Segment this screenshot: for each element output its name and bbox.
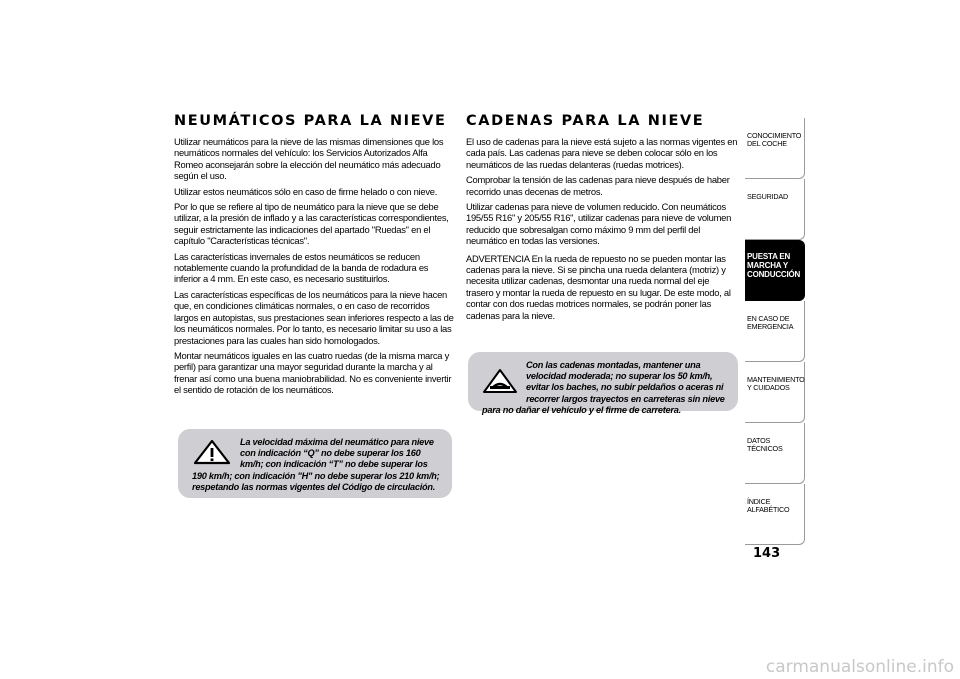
footer-watermark: carmanualsonline.info: [765, 657, 954, 677]
snow-chains-title: CADENAS PARA LA NIEVE: [466, 113, 705, 129]
snow-tyres-paragraph-5: Las características específicas de los neumáticos para la nieve hacen que, en condiciones climáticas normales, o en caso de recorridos largos en autopistas, sus prestaciones sean inferiores respecto a las de los neumáticos normales. Por lo tanto, es necesario limitar su uso a las prestaciones para las cuales han sido homologados.: [174, 288, 454, 346]
snow-chains-section: [466, 112, 738, 325]
snow-chains-paragraph-1: El uso de cadenas para la nieve está sujeto a las normas vigentes en cada país. Las cadenas para nieve se deben colocar sólo en los neumáticos de las ruedas delanteras (ruedas motrices).: [466, 136, 738, 170]
snow-tyres-warning-text: La velocidad máxima del neumático para nieve con indicación “Q” no debe superar los 160 km/h; con indicación “T” no debe superar los 190 km/h; con indicación "H" no debe superar los 210 km/h; respetando las normas vigentes del Código de circulación.: [192, 437, 440, 492]
snow-tyres-warning-box: [178, 429, 452, 498]
snow-chains-paragraph-4: ADVERTENCIA En la rueda de repuesto no se pueden montar las cadenas para la nieve. Si se pincha una rueda delantera (motriz) y necesita utilizar cadenas, desmontar una rueda normal del eje trasero y montar la rueda de repuesto en su lugar. De este modo, al contar con dos ruedas motrices normales, se podrán poner las cadenas para la nieve.: [466, 252, 731, 321]
snow-tyres-paragraph-2: Utilizar estos neumáticos sólo en caso de firme helado o con nieve.: [174, 185, 438, 197]
page-number: 143: [753, 546, 781, 561]
snow-tyres-title: NEUMÁTICOS PARA LA NIEVE: [174, 113, 447, 129]
snow-tyres-paragraph-3: Por lo que se refiere al tipo de neumático para la nieve que se debe utilizar, a la presión de inflado y a las características correspondientes, seguir estrictamente las indicaciones del apartado "Ruedas" en el capítulo "Características técnicas".: [174, 201, 449, 247]
tab-mantenimiento[interactable]: MANTENIMIENTO Y CUIDADOS: [745, 362, 805, 423]
snow-chains-warning-box: [468, 352, 738, 415]
snow-tyres-paragraph-1: Utilizar neumáticos para la nieve de las mismas dimensiones que los neumáticos normales del vehículo: los Servicios Autorizados Alfa Romeo aconsejarán sobre la elección del neumático más adecuado según el uso.: [174, 136, 444, 182]
snow-tyres-section: [174, 112, 454, 400]
car-skid-warning-icon: [482, 368, 518, 394]
snow-chains-warning-text: Con las cadenas montadas, mantener una velocidad moderada; no superar los 50 km/h, evitar los baches, no subir peldaños o aceras ni recorrer largos trayectos en carreteras sin nieve para no dañar el vehículo y el firme de carretera.: [482, 360, 725, 415]
tab-en-caso-de-emergencia[interactable]: EN CASO DE EMERGENCIA: [745, 301, 805, 362]
tab-seguridad[interactable]: SEGURIDAD: [745, 179, 805, 240]
chapter-tabs: [745, 118, 805, 545]
snow-tyres-paragraph-6: Montar neumáticos iguales en las cuatro ruedas (de la misma marca y perfil) para garantizar una mayor seguridad durante la marcha y al frenar así como una buena maniobrabilidad. No es conveniente invertir el sentido de rotación de los neumáticos.: [174, 349, 452, 396]
snow-tyres-paragraph-4: Las características invernales de estos neumáticos se reducen notablemente cuando la profundidad de la banda de rodadura es inferior a 4 mm. En este caso, es necesario sustituirlos.: [174, 250, 429, 285]
snow-chains-paragraph-3: Utilizar cadenas para nieve de volumen reducido. Con neumáticos 195/55 R16" y 205/55 R16", utilizar cadenas para nieve de volumen reducido que sobresalgan como máximo 9 mm del perfil del neumático en todas las versiones.: [466, 201, 732, 247]
tab-puesta-en-marcha[interactable]: PUESTA EN MARCHA Y CONDUCCIÓN: [745, 240, 805, 301]
snow-chains-paragraph-2: Comprobar la tensión de las cadenas para nieve después de haber recorrido unas decenas de metros.: [466, 174, 730, 197]
warning-triangle-icon: [192, 439, 232, 465]
tab-indice-alfabetico[interactable]: ÍNDICE ALFABÉTICO: [745, 484, 805, 545]
tab-conocimiento-del-coche[interactable]: CONOCIMIENTO DEL COCHE: [745, 118, 805, 179]
tab-datos-tecnicos[interactable]: DATOS TÉCNICOS: [745, 423, 805, 484]
